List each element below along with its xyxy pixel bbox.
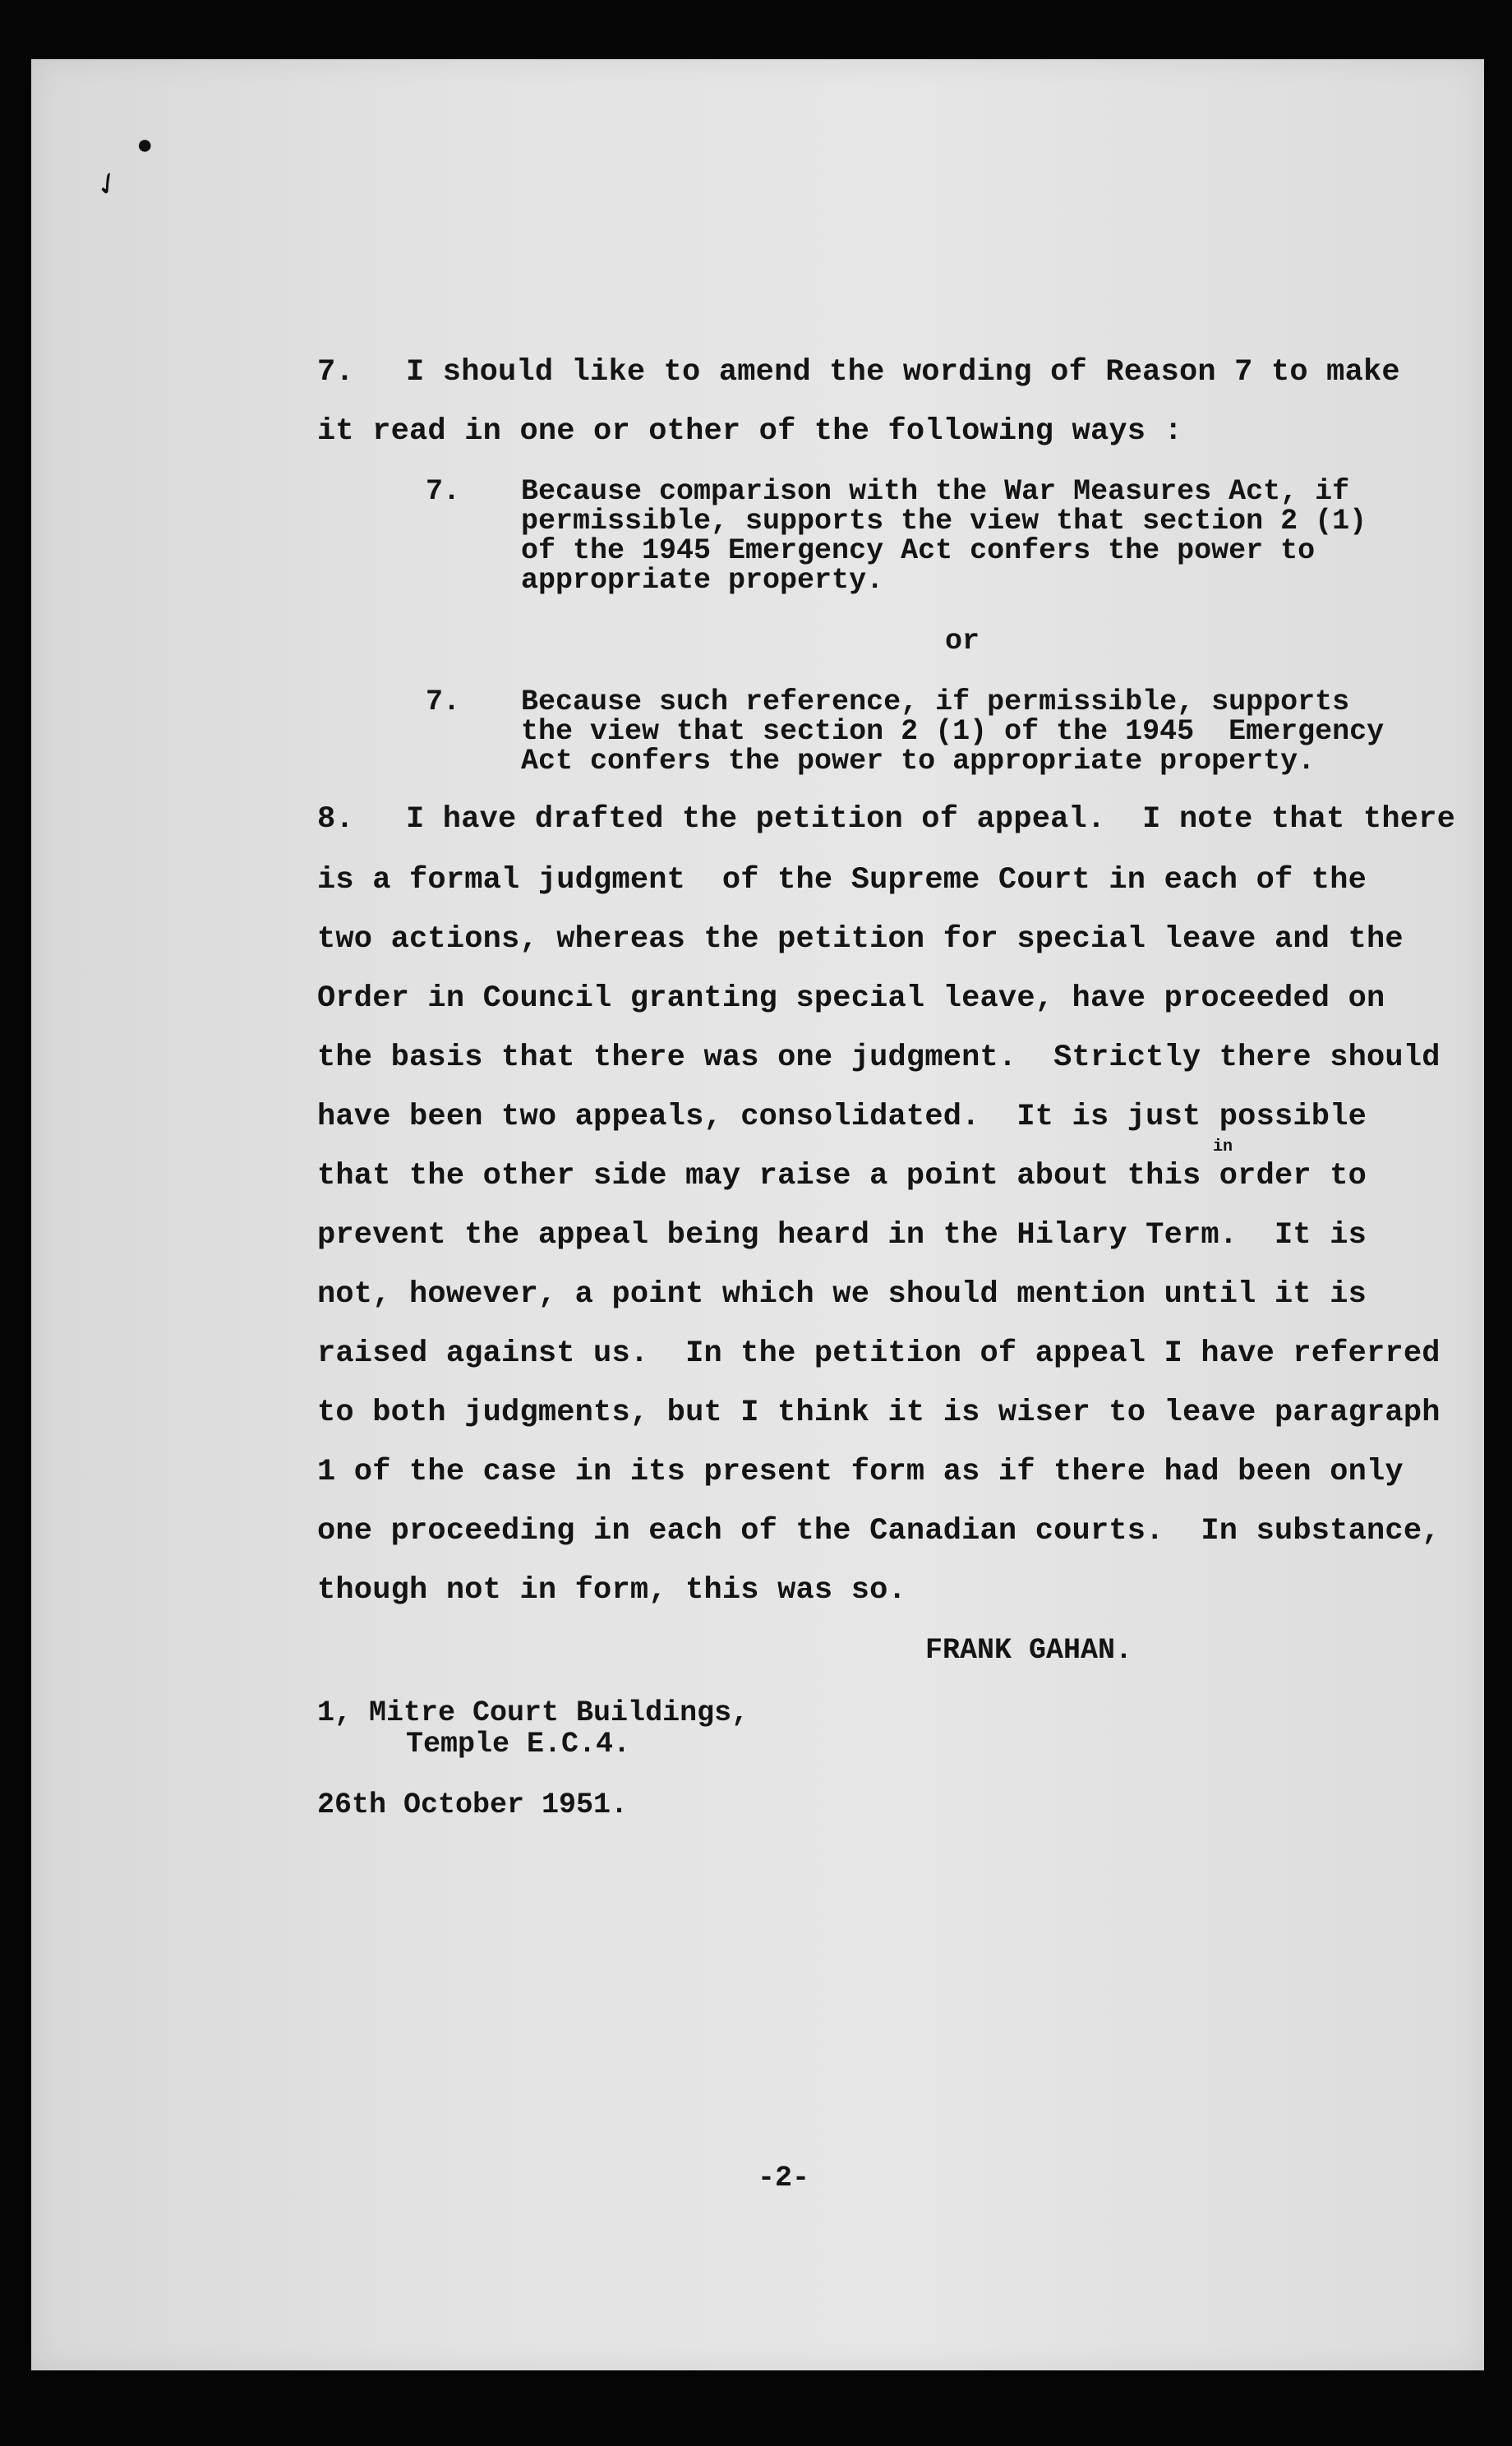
para8-line-3: two actions, whereas the petition for special leave and the: [317, 922, 1404, 957]
margin-tick: ✓: [89, 163, 127, 208]
date: 26th October 1951.: [317, 1788, 629, 1821]
option1-line-1: Because comparison with the War Measures Act, if: [521, 475, 1350, 508]
address-line-1: 1, Mitre Court Buildings,: [317, 1696, 749, 1729]
para8-line-6: have been two appeals, consolidated. It is just possible: [317, 1100, 1367, 1134]
para8-line-11: to both judgments, but I think it is wiser to leave paragraph: [317, 1396, 1441, 1430]
document-page: [31, 59, 1484, 2370]
para8-line-8: prevent the appeal being heard in the Hilary Term. It is: [317, 1218, 1367, 1253]
signature: FRANK GAHAN.: [925, 1634, 1133, 1667]
para8-line-1: I have drafted the petition of appeal. I note that there: [406, 802, 1456, 837]
option1-line-2: permissible, supports the view that section 2 (1): [521, 505, 1367, 538]
para8-line-4: Order in Council granting special leave, have proceeded on: [317, 981, 1385, 1016]
page-number: -2-: [758, 2162, 810, 2194]
option1-line-3: of the 1945 Emergency Act confers the power to: [521, 534, 1316, 567]
para8-line-2: is a formal judgment of the Supreme Court in each of the: [317, 863, 1367, 898]
para8-line-7: that the other side may raise a point about this order to: [317, 1159, 1367, 1193]
para8-number: 8.: [317, 802, 354, 837]
para8-line-13: one proceeding in each of the Canadian courts. In substance,: [317, 1514, 1441, 1548]
option2-line-1: Because such reference, if permissible, supports: [521, 685, 1350, 718]
para8-line-10: raised against us. In the petition of appeal I have referred: [317, 1336, 1441, 1371]
para8-line-5: the basis that there was one judgment. Strictly there should: [317, 1041, 1441, 1075]
option1-line-4: appropriate property.: [521, 564, 884, 597]
option2-line-2: the view that section 2 (1) of the 1945 Emergency: [521, 715, 1385, 748]
option2-number: 7.: [426, 685, 461, 718]
option2-line-3: Act confers the power to appropriate property.: [521, 745, 1316, 778]
para8-line-12: 1 of the case in its present form as if there had been only: [317, 1455, 1404, 1489]
para8-line-14: though not in form, this was so.: [317, 1573, 906, 1608]
para7-line-1: I should like to amend the wording of Reason 7 to make: [406, 355, 1400, 390]
handwritten-insert: in: [1213, 1138, 1233, 1156]
margin-mark: ●: [136, 132, 154, 163]
para7-line-2: it read in one or other of the following ways :: [317, 414, 1182, 449]
or-separator: or: [945, 625, 980, 658]
address-line-2: Temple E.C.4.: [406, 1728, 631, 1761]
para8-line-9: not, however, a point which we should mention until it is: [317, 1277, 1367, 1312]
para7-number: 7.: [317, 355, 354, 390]
option1-number: 7.: [426, 475, 461, 508]
